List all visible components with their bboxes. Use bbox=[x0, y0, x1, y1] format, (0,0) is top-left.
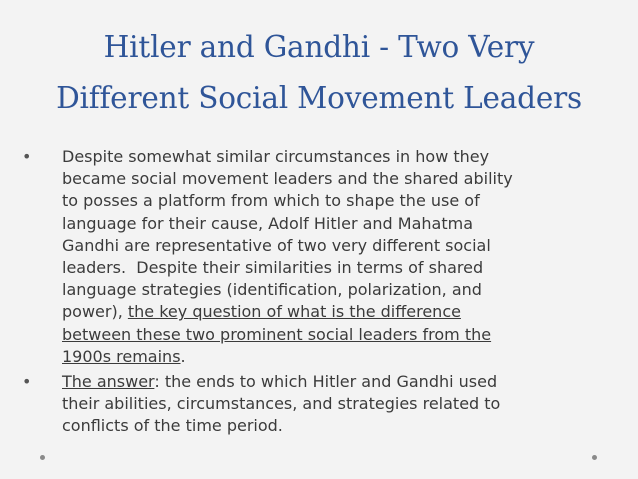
bullet-1-line-6: leaders. Despite their similarities in terms of shared bbox=[62, 258, 484, 278]
bullet-2-line-1 bbox=[62, 371, 610, 393]
title-line-1: Hitler and Gandhi - Two Very bbox=[103, 30, 535, 64]
bullet-item-1 bbox=[20, 146, 610, 368]
bullet-2-line-2: their abilities, circumstances, and strategies related to bbox=[62, 394, 501, 414]
bullet-1-line-10 bbox=[62, 346, 610, 368]
bullet-1-line-8-text: power), bbox=[62, 302, 128, 322]
bullet-marker: • bbox=[22, 147, 32, 166]
decorative-dot-left bbox=[40, 455, 45, 460]
bullet-1-line-7: language strategies (identification, polarization, and bbox=[62, 280, 482, 300]
bullet-1-line-2: became social movement leaders and the shared ability bbox=[62, 169, 513, 189]
key-question-link-part-3[interactable]: 1900s remains bbox=[62, 346, 181, 366]
bullet-1-line-3: to posses a platform from which to shape the use of bbox=[62, 191, 480, 211]
slide-body bbox=[20, 146, 610, 438]
bullet-1-line-8 bbox=[62, 301, 610, 323]
bullet-marker: • bbox=[22, 372, 32, 392]
bullet-1-line-9 bbox=[62, 324, 610, 346]
bullet-1-period: . bbox=[180, 346, 186, 366]
bullet-item-2 bbox=[20, 371, 610, 438]
slide-title bbox=[20, 22, 618, 124]
title-line-2: Different Social Movement Leaders bbox=[56, 81, 582, 115]
bullet-1-line-1: Despite somewhat similar circumstances in how they bbox=[62, 147, 490, 166]
key-question-link-part-1[interactable]: the key question of what is the difference bbox=[127, 302, 461, 322]
the-answer-link[interactable]: The answer bbox=[62, 372, 155, 392]
bullet-1-line-5: Gandhi are representative of two very different social bbox=[62, 235, 491, 255]
bullet-1-line-4: language for their cause, Adolf Hitler and Mahatma bbox=[62, 213, 474, 233]
bullet-2-line-1-text: : the ends to which Hitler and Gandhi used bbox=[154, 372, 498, 392]
decorative-dot-right bbox=[592, 455, 597, 460]
bullet-2-line-3: conflicts of the time period. bbox=[62, 416, 283, 436]
key-question-link-part-2[interactable]: between these two prominent social leaders from the bbox=[62, 324, 492, 344]
